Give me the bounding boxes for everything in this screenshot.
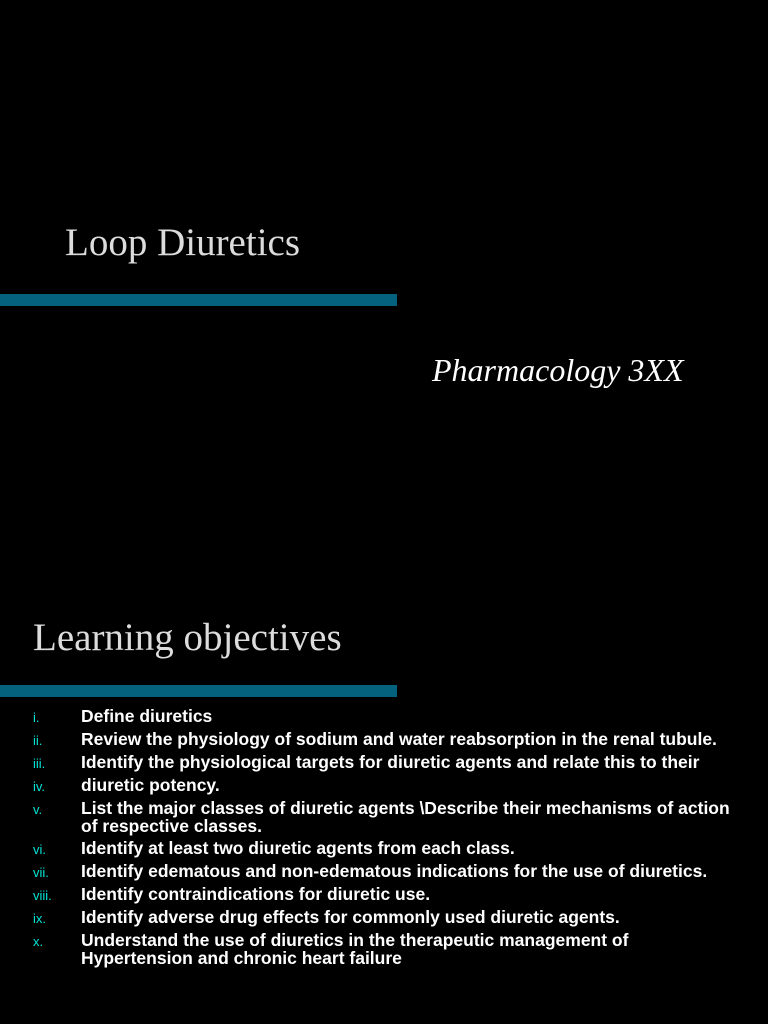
objective-text: Identify at least two diuretic agents from each class. [81,838,515,858]
objective-text: diuretic potency. [81,775,220,795]
objective-text: Identify contraindications for diuretic use. [81,884,431,904]
list-marker: vii. [33,865,49,880]
list-item [0,730,768,749]
objective-text: Understand the use of diuretics in the therapeutic management of Hypertension and chronic heart failure [81,930,629,968]
list-item [0,908,768,927]
list-marker: v. [33,802,43,817]
list-item [0,707,768,726]
list-marker: viii. [33,888,52,903]
list-item [0,753,768,772]
list-marker: vi. [33,842,46,857]
list-marker: ix. [33,911,46,926]
list-item [0,862,768,881]
list-marker: x. [33,934,44,949]
list-marker: ii. [33,733,43,748]
objective-text: Define diuretics [81,706,213,726]
list-item [0,776,768,795]
slide-title: Learning objectives [33,616,342,659]
objectives-slide [0,512,768,1024]
list-item [0,931,768,967]
list-item [0,885,768,904]
list-marker: iii. [33,756,46,771]
objective-text: Identify the physiological targets for diuretic agents and relate this to their [81,752,700,772]
objectives-list [0,707,768,971]
objective-text: Identify adverse drug effects for commonly used diuretic agents. [81,907,620,927]
list-item [0,799,768,835]
objective-text: Review the physiology of sodium and water reabsorption in the renal tubule. [81,729,717,749]
slide-title: Loop Diuretics [65,221,301,264]
title-accent-bar [0,294,397,306]
course-subtitle: Pharmacology 3XX [432,352,684,388]
objective-text: List the major classes of diuretic agents \Describe their mechanisms of action of respective classes. [81,798,730,836]
list-marker: i. [33,710,40,725]
list-item [0,839,768,858]
list-marker: iv. [33,779,46,794]
objective-text: Identify edematous and non-edematous indications for the use of diuretics. [81,861,708,881]
title-accent-bar [0,685,397,697]
